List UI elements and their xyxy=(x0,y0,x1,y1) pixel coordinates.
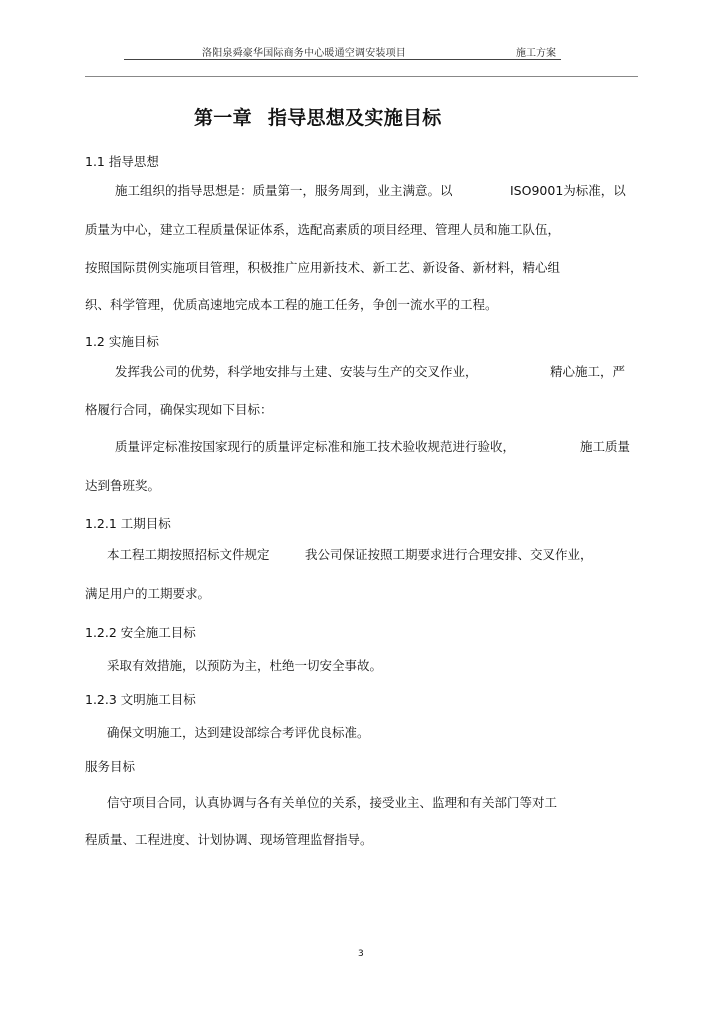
paragraph-line: 施工组织的指导思想是：质量第一，服务周到，业主满意。以 xyxy=(115,183,453,198)
header-divider xyxy=(85,76,638,77)
section-heading-service: 服务目标 xyxy=(85,759,136,774)
paragraph-line: 满足用户的工期要求。 xyxy=(85,586,211,601)
chapter-title xyxy=(194,103,442,130)
header-doc-type: 施工方案 xyxy=(516,48,556,59)
paragraph-line: 格履行合同，确保实现如下目标： xyxy=(85,402,273,417)
chapter-heading: 指导思想及实施目标 xyxy=(267,107,442,129)
paragraph-line: 按照国际贯例实施项目管理，积极推广应用新技术、新工艺、新设备、新材料，精心组 xyxy=(85,260,561,275)
paragraph-line: 达到鲁班奖。 xyxy=(85,478,161,493)
paragraph-line: 精心施工，严 xyxy=(550,364,626,379)
section-heading-1-1: 1.1 指导思想 xyxy=(85,154,159,169)
paragraph-line: ISO9001为标准，以 xyxy=(510,183,626,198)
section-heading-1-2-3: 1.2.3 文明施工目标 xyxy=(85,692,196,707)
paragraph-line: 织、科学管理，优质高速地完成本工程的施工任务，争创一流水平的工程。 xyxy=(85,297,498,312)
paragraph-line: 发挥我公司的优势，科学地安排与土建、安装与生产的交叉作业， xyxy=(115,364,478,379)
paragraph-line: 信守项目合同，认真协调与各有关单位的关系，接受业主、监理和有关部门等对工 xyxy=(107,795,558,810)
paragraph-line: 我公司保证按照工期要求进行合理安排、交叉作业， xyxy=(305,547,593,562)
paragraph-line: 程质量、工程进度、计划协调、现场管理监督指导。 xyxy=(85,832,373,847)
chapter-number: 第一章 xyxy=(194,107,252,129)
paragraph-line: 采取有效措施，以预防为主，杜绝一切安全事故。 xyxy=(107,658,383,673)
paragraph-line: 本工程工期按照招标文件规定 xyxy=(107,547,270,562)
section-heading-1-2-2: 1.2.2 安全施工目标 xyxy=(85,625,196,640)
paragraph-line: 质量为中心，建立工程质量保证体系，选配高素质的项目经理、管理人员和施工队伍， xyxy=(85,222,561,237)
paragraph-line: 确保文明施工，达到建设部综合考评优良标准。 xyxy=(107,725,370,740)
section-heading-1-2: 1.2 实施目标 xyxy=(85,334,159,349)
header-project-name: 洛阳泉舜豪华国际商务中心暖通空调安装项目 xyxy=(202,48,406,59)
paragraph-line: 施工质量 xyxy=(580,439,631,454)
section-heading-1-2-1: 1.2.1 工期目标 xyxy=(85,516,171,531)
page-number: 3 xyxy=(358,949,364,959)
header-rule xyxy=(124,59,561,60)
paragraph-line: 质量评定标准按国家现行的质量评定标准和施工技术验收规范进行验收， xyxy=(115,439,516,454)
